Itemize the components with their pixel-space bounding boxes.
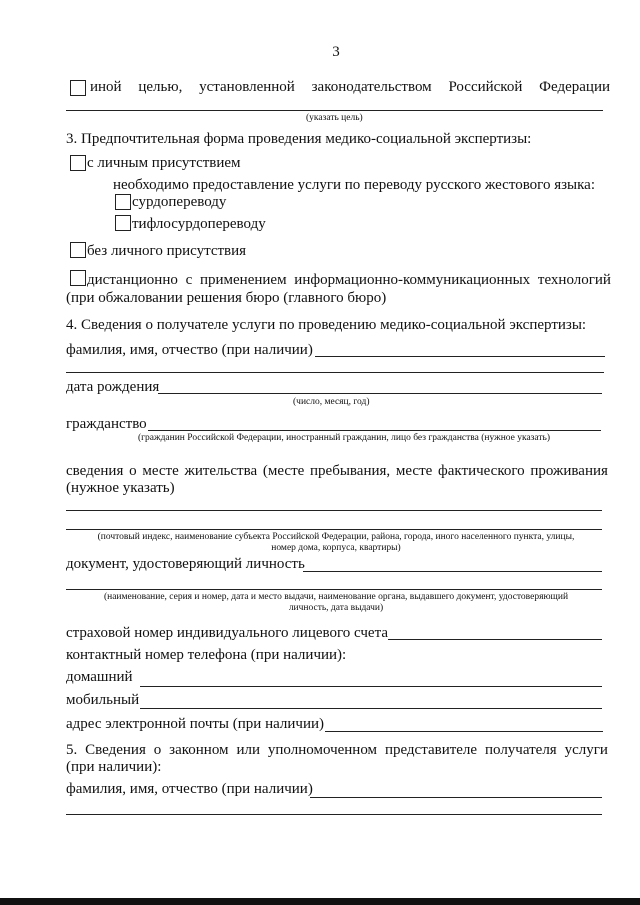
scan-bottom-edge	[0, 898, 640, 905]
id-document-input-line[interactable]	[303, 571, 602, 572]
other-purpose-checkbox[interactable]	[70, 80, 86, 96]
full-name-label: фамилия, имя, отчество (при наличии)	[66, 342, 313, 358]
address-hint: (почтовый индекс, наименование субъекта Российской Федерации, района, города, иного населенного пункта, улицы, номер дома, корпуса, квартиры)	[97, 532, 575, 553]
section5-title: 5. Сведения о законном или уполномоченном представителе получателя услуги	[66, 742, 608, 758]
without-presence-checkbox[interactable]	[70, 242, 86, 258]
remote-label-line2: (при обжаловании решения бюро (главного бюро)	[66, 290, 387, 306]
in-person-checkbox[interactable]	[70, 155, 86, 171]
surdo-checkbox[interactable]	[115, 194, 131, 210]
in-person-label: с личным присутствием	[87, 155, 241, 171]
mobile-phone-label: мобильный	[66, 692, 140, 708]
section3-title: 3. Предпочтительная форма проведения медико-социальной экспертизы:	[66, 131, 532, 147]
rep-full-name-label: фамилия, имя, отчество (при наличии)	[66, 781, 313, 797]
snils-input-line[interactable]	[388, 639, 602, 640]
residence-label-line2: (нужное указать)	[66, 480, 175, 496]
home-phone-label: домашний	[66, 669, 133, 685]
page-number: 3	[332, 44, 340, 60]
id-document-label: документ, удостоверяющий личность	[66, 556, 305, 572]
mobile-phone-input-line[interactable]	[140, 708, 602, 709]
id-document-input-line-2[interactable]	[66, 589, 602, 590]
rep-full-name-input-line-2[interactable]	[66, 814, 602, 815]
residence-input-line-1[interactable]	[66, 510, 602, 511]
full-name-input-line[interactable]	[315, 356, 605, 357]
tiflosurdo-checkbox[interactable]	[115, 215, 131, 231]
birth-date-label: дата рождения	[66, 379, 160, 395]
citizenship-label: гражданство	[66, 416, 147, 432]
email-label: адрес электронной почты (при наличии)	[66, 716, 324, 732]
specify-purpose-hint: (указать цель)	[306, 113, 363, 123]
surdo-label: сурдопереводу	[132, 194, 227, 210]
citizenship-input-line[interactable]	[148, 430, 601, 431]
remote-checkbox[interactable]	[70, 270, 86, 286]
home-phone-input-line[interactable]	[140, 686, 602, 687]
section4-title: 4. Сведения о получателе услуги по проведению медико-социальной экспертизы:	[66, 317, 587, 333]
residence-label: сведения о месте жительства (месте пребывания, месте фактического проживания	[66, 463, 608, 479]
residence-input-line-2[interactable]	[66, 529, 602, 530]
email-input-line[interactable]	[325, 731, 603, 732]
sign-language-note: необходимо предоставление услуги по переводу русского жестового языка:	[113, 177, 595, 193]
rep-full-name-input-line[interactable]	[310, 797, 602, 798]
phone-label: контактный номер телефона (при наличии):	[66, 647, 347, 663]
birth-date-hint: (число, месяц, год)	[293, 397, 370, 407]
section5-title-line2: (при наличии):	[66, 759, 162, 775]
birth-date-input-line[interactable]	[158, 393, 602, 394]
remote-label: дистанционно с применением информационно-коммуникационных технологий	[87, 272, 611, 288]
citizenship-hint: (гражданин Российской Федерации, иностранный гражданин, лицо без гражданства (нужное указать)	[138, 433, 551, 443]
without-presence-label: без личного присутствия	[87, 243, 247, 259]
full-name-input-line-2[interactable]	[66, 372, 604, 373]
other-purpose-input-line[interactable]	[66, 110, 603, 111]
id-document-hint: (наименование, серия и номер, дата и место выдачи, наименование органа, выдавшего документ, удостоверяющий личность, дата выдачи)	[103, 592, 569, 613]
other-purpose-label: иной целью, установленной законодательством Российской Федерации	[90, 79, 610, 95]
snils-label: страховой номер индивидуального лицевого счета	[66, 625, 388, 641]
tiflosurdo-label: тифлосурдопереводу	[132, 216, 266, 232]
